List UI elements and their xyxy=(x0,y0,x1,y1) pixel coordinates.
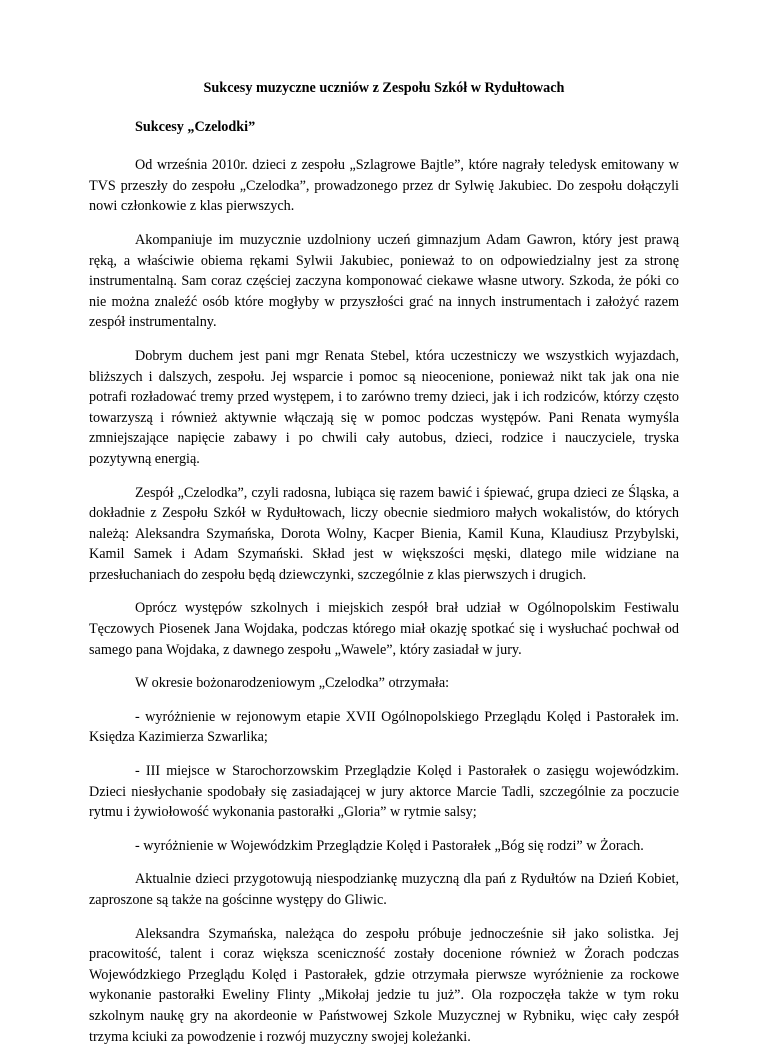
paragraph-1: Od września 2010r. dzieci z zespołu „Szlagrowe Bajtle”, które nagrały teledysk emitowany w TVS przeszły do zespołu „Czelodka”, prowadzonego przez dr Sylwię Jakubiec. Do zespołu dołączyli nowi członkowie z klas pierwszych. xyxy=(89,157,679,215)
paragraph-2: Akompaniuje im muzycznie uzdolniony uczeń gimnazjum Adam Gawron, który jest prawą ręką, a właściwie obiema rękami Sylwii Jakubiec, ponieważ to on odpowiedzialny jest za stronę instrumentalną. Sam coraz częściej zaczyna komponować ciekawe własne utwory. Szkoda, że póki co nie można znaleźć osób które mogłyby w przyszłości grać na innych instrumentach i założyć razem zespół instrumentalny. xyxy=(89,231,679,331)
paragraph-7: Aktualnie dzieci przygotowują niespodziankę muzyczną dla pań z Rydułtów na Dzień Kobiet, zaproszone są także na gościnne występy do Gliwic. xyxy=(89,871,679,908)
document-title: Sukcesy muzyczne uczniów z Zespołu Szkół w Rydułtowach xyxy=(203,80,565,96)
paragraph-6: W okresie bożonarodzeniowym „Czelodka” otrzymała: xyxy=(135,675,450,692)
paragraph-4: Zespół „Czelodka”, czyli radosna, lubiąca się razem bawić i śpiewać, grupa dzieci ze Śląska, a dokładnie z Zespołu Szkół w Rydułtowach, liczy obecnie siedmioro małych wokalistów, do których należą: Aleksandra Szymańska, Dorota Wolny, Kacper Bienia, Kamil Kuna, Klaudiusz Przybylski, Kamil Samek i Adam Szymański. Skład jest w większości męski, dlatego mile widziane na przesłuchaniach do zespołu będą dziewczynki, szczególnie z klas pierwszych i drugich. xyxy=(89,484,679,583)
list-item-2: - III miejsce w Starochorzowskim Przeglądzie Kolęd i Pastorałek o zasięgu wojewódzkim. Dzieci niesłychanie spodobały się zasiadającej w jury aktorce Marcie Tadli, szczególnie za poczucie rytmu i żywiołowość wykonania pastorałki „Gloria” w rytmie salsy; xyxy=(89,763,679,821)
paragraph-8: Aleksandra Szymańska, należąca do zespołu próbuje jednocześnie sił jako solistka. Jej pracowitość, talent i coraz większa sceniczność zostały docenione również w Żorach podczas Wojewódzkiego Przeglądu Kolęd i Pastorałek, gdzie otrzymała pierwsze wyróżnienie za rockowe wykonanie pastorałki Eweliny Flinty „Mikołaj jedzie tu już”. Ola rozpoczęła także w tym roku szkolnym naukę gry na akordeonie w Państwowej Szkole Muzycznej w Rybniku, więc cały zespół trzyma kciuki za powodzenie i rozwój muzyczny swojej koleżanki. xyxy=(89,925,679,1045)
paragraph-5: Oprócz występów szkolnych i miejskich zespół brał udział w Ogólnopolskim Festiwalu Tęczowych Piosenek Jana Wojdaka, podczas którego miał okazję spotkać się i wysłuchać pochwał od samego pana Wojdaka, z dawnego zespołu „Wawele”, który zasiadał w jury. xyxy=(89,600,679,658)
paragraph-3: Dobrym duchem jest pani mgr Renata Stebel, która uczestniczy we wszystkich wyjazdach, bliższych i dalszych, zespołu. Jej wsparcie i pomoc są nieocenione, ponieważ nikt tak jak ona nie potrafi rozładować tremy przed występem, i to zarówno tremy dzieci, jak i ich rodziców, którzy często towarzyszą i również aktywnie włączają się w pomoc podczas występów. Pani Renata wymyśla zmniejszające napięcie zabawy i po chwili cały autobus, dzieci, rodzice i nauczyciele, tryska pozytywną energią. xyxy=(89,347,679,467)
list-item-3: - wyróżnienie w Wojewódzkim Przeglądzie Kolęd i Pastorałek „Bóg się rodzi” w Żorach. xyxy=(135,837,644,854)
section-heading: Sukcesy „Czelodki” xyxy=(135,118,256,135)
document-page xyxy=(89,78,679,1060)
list-item-1: - wyróżnienie w rejonowym etapie XVII Ogólnopolskiego Przeglądu Kolęd i Pastorałek im. Księdza Kazimierza Szwarlika; xyxy=(89,708,679,746)
